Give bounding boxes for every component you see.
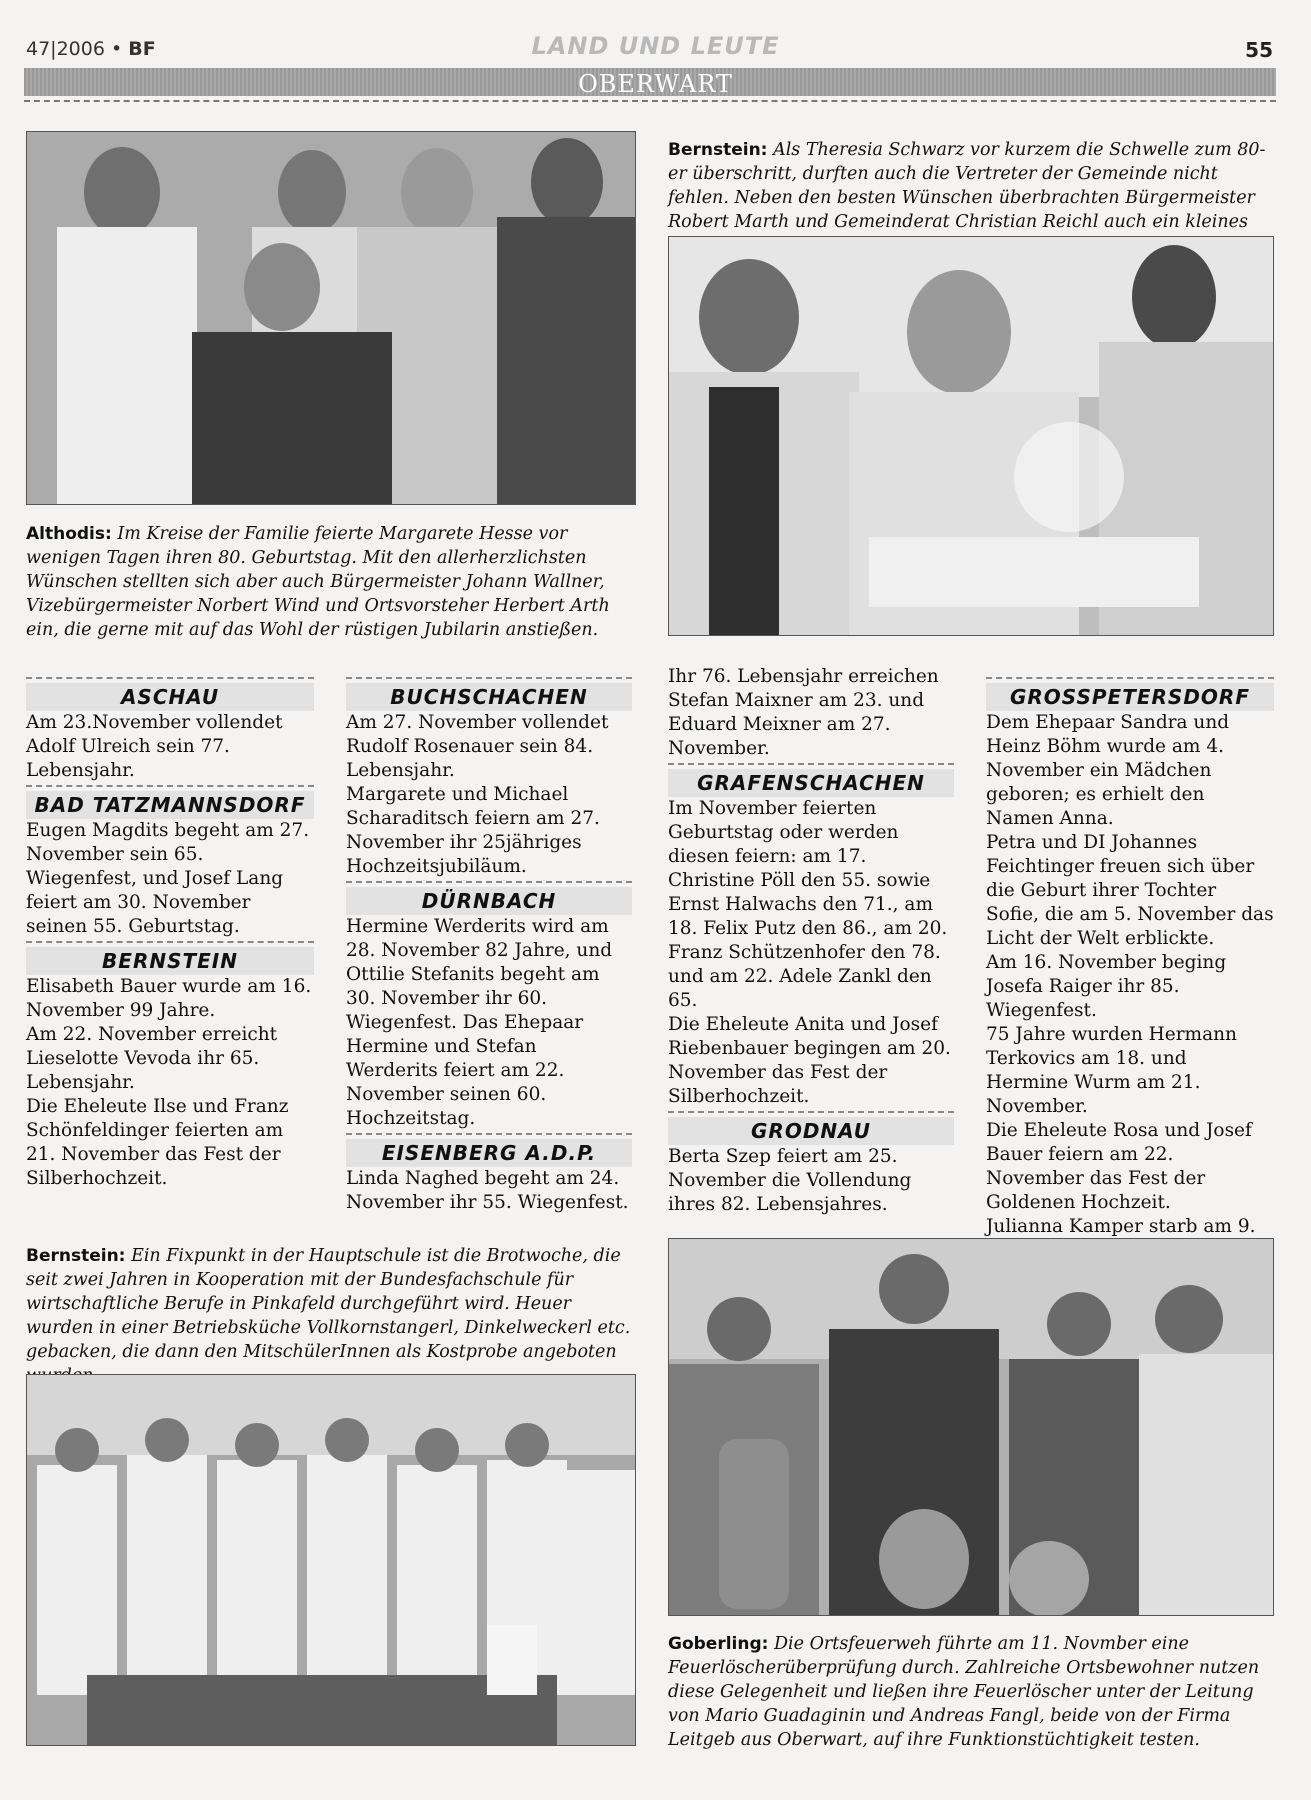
heading-duernbach-label: DÜRNBACH (346, 887, 632, 915)
photo-bernstein-top (668, 236, 1274, 636)
photo-goberling (668, 1238, 1274, 1616)
heading-grosspetersdorf (986, 677, 1274, 709)
column-4 (986, 675, 1274, 1287)
caption-bernstein-bottom-text: Ein Fixpunkt in der Hauptschule ist die Brotwoche, die seit zwei Jahren in Kooperation mit der Bundesfachschule für wirtschaftliche Berufe in Pinkafeld durchgeführt wird. Heuer wurden in einer Betriebsküche Vollkornstangerl, Dinkelweckerl etc. gebacken, die dann den MitschülerInnen als Kostprobe angeboten (26, 1246, 631, 1362)
section-title: LAND UND LEUTE (531, 32, 780, 60)
heading-grodnau (668, 1111, 954, 1143)
heading-buchschachen (346, 677, 632, 709)
region-title: OBERWART (578, 70, 733, 98)
aschau-text: Am 23.November vollendet Adolf Ulreich sein 77. Lebensjahr. (26, 712, 283, 781)
bernstein-text-3: Die Eheleute Ilse und Franz Schönfeldinger feierten am 21. November das Fest der Silberhochzeit. (26, 1096, 289, 1189)
heading-bernstein (26, 941, 314, 973)
grafenschachen-text-2: Die Eheleute Anita und Josef Riebenbauer begingen am 20. November das Fest der Silberhochzeit. (668, 1014, 951, 1107)
grosspetersdorf-text-2: Petra und DI Johannes Feichtinger freuen sich über die Geburt ihrer Tochter Sofie, die am 5. November das Licht der Welt erblickte. (986, 832, 1274, 949)
duernbach-text: Hermine Werderits wird am 28. November 82 Jahre, und Ottilie Stefanits begeht am 30. November ihr 60. Wiegenfest. Das Ehepaar Hermine und Stefan Werderits feiert am 22. November seinen 60. Hochzeitstag. (346, 916, 613, 1129)
photo-goberling-image (669, 1239, 1274, 1616)
grodnau-text: Berta Szep feiert am 25. November die Vollendung ihres 82. Lebensjahres. (668, 1146, 912, 1215)
heading-grosspetersdorf-label: GROSSPETERSDORF (986, 683, 1274, 711)
heading-buchschachen-label: BUCHSCHACHEN (346, 683, 632, 711)
header-divider (24, 100, 1276, 102)
grosspetersdorf-text-4: 75 Jahre wurden Hermann Terkovics am 18. und Hermine Wurm am 21. November. (986, 1024, 1237, 1117)
publication-name: BF (128, 38, 156, 60)
heading-eisenberg (346, 1133, 632, 1165)
caption-goberling-place: Goberling: (668, 1634, 769, 1654)
buchschachen-text-2: Margarete und Michael Scharaditsch feiern am 27. November ihr 25jähriges Hochzeitsjubiläum. (346, 784, 600, 877)
buchschachen-text-1: Am 27. November vollendet Rudolf Rosenauer sein 84. Lebensjahr. (346, 712, 609, 781)
bernstein-text-2: Am 22. November erreicht Lieselotte Vevoda ihr 65. Lebensjahr. (26, 1024, 278, 1093)
heading-bad-tatzmannsdorf-label: BAD TATZMANNSDORF (26, 791, 314, 819)
heading-duernbach (346, 881, 632, 913)
grosspetersdorf-text-6: Julianna Kamper starb am 9. (986, 1216, 1256, 1237)
column-1 (26, 675, 314, 1191)
col3-intro-text: Ihr 76. Lebensjahr erreichen Stefan Maixner am 23. und Eduard Meixner am 27. November. (668, 666, 939, 759)
caption-althodis-place: Althodis: (26, 524, 112, 544)
column-2 (346, 675, 632, 1215)
caption-bernstein-bottom (26, 1244, 636, 1388)
photo-bernstein-bottom (26, 1374, 636, 1746)
heading-aschau-label: ASCHAU (26, 683, 314, 711)
caption-bernstein-top-text: Als Theresia Schwarz vor kurzem die Schwelle zum 80-er überschritt, durften auch die Vertreter der Gemeinde nicht fehlen. Neben den besten Wünschen überbrachten Bürgermeister Robert Marth und Gemeinderat Christian Reichl auch ein kleines (668, 140, 1266, 232)
eisenberg-text: Linda Naghed begeht am 24. November ihr 55. Wiegenfest. (346, 1168, 629, 1213)
bernstein-text-1: Elisabeth Bauer wurde am 16. November 99 Jahre. (26, 976, 312, 1021)
heading-eisenberg-label: EISENBERG A.D.P. (346, 1139, 632, 1167)
heading-aschau (26, 677, 314, 709)
caption-althodis-text: Im Kreise der Familie feierte Margarete Hesse vor wenigen Tagen ihren 80. Geburtstag. Mit den allerherzlichsten Wünschen stellten sich aber auch Bürgermeister Johann Wallner, Vizebürgermeister Norbert Wind und Ortsvorsteher Herbert Arth ein, die gerne mit auf das Wohl der rüstigen Jubilarin anstießen. (26, 524, 610, 640)
issue-number: 47|2006 • (26, 38, 123, 60)
heading-grodnau-label: GRODNAU (668, 1117, 954, 1145)
photo-bernstein-bottom-image (27, 1375, 636, 1746)
photo-althodis-image (27, 132, 636, 505)
bad-tatzmannsdorf-text: Eugen Magdits begeht am 27. November sein 65. Wiegenfest, und Josef Lang feiert am 30. November seinen 55. Geburtstag. (26, 820, 310, 937)
page-number: 55 (1245, 38, 1273, 62)
caption-goberling-text: Die Ortsfeuerweh führte am 11. Novmber eine Feuerlöscherüberprüfung durch. Zahlreiche Ortsbewohner nutzen diese Gelegenheit und ließen ihre Feuerlöscher unter der Leitung von Mario Guadaginin und Andreas Fangl, beide von der Firma Leitgeb aus Oberwart, auf ihre Funktionstüchtigkeit testen. (668, 1634, 1260, 1750)
grafenschachen-text-1: Im November feierten Geburtstag oder werden diesen feiern: am 17. Christine Pöll den 55. sowie Ernst Halwachs den 71., am 18. Felix Putz den 86., am 20. Franz Schützenhofer den 78. und am 22. Adele Zankl den 65. (668, 798, 948, 1011)
heading-bad-tatzmannsdorf (26, 785, 314, 817)
column-3 (668, 665, 954, 1217)
grosspetersdorf-text-5: Die Eheleute Rosa und Josef Bauer feiern am 22. November das Fest der Goldenen Hochzeit. (986, 1120, 1252, 1213)
heading-grafenschachen (668, 763, 954, 795)
heading-bernstein-label: BERNSTEIN (26, 947, 314, 975)
caption-althodis (26, 522, 626, 642)
heading-grafenschachen-label: GRAFENSCHACHEN (668, 769, 954, 797)
grosspetersdorf-text-1: Dem Ehepaar Sandra und Heinz Böhm wurde am 4. November ein Mädchen geboren; es erhielt den Namen Anna. (986, 712, 1230, 829)
caption-bernstein-bottom-place: Bernstein: (26, 1246, 126, 1266)
photo-bernstein-top-image (669, 237, 1274, 636)
photo-althodis (26, 131, 636, 505)
caption-bernstein-top-place: Bernstein: (668, 140, 768, 160)
grosspetersdorf-text-3: Am 16. November beging Josefa Raiger ihr 85. Wiegenfest. (986, 952, 1227, 1021)
caption-goberling (668, 1632, 1274, 1752)
